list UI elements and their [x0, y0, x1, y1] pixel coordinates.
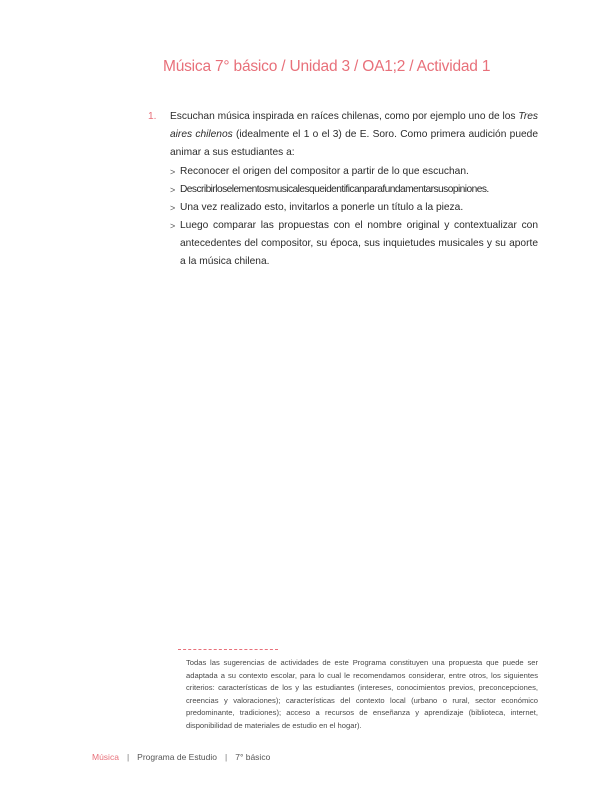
footnote-divider [178, 649, 278, 650]
bullet-item [170, 217, 538, 271]
activity-item [148, 108, 538, 271]
bullet-text: Luego comparar las propuestas con el nombre original y contextualizar con antecedentes del compositor, su época, sus inquietudes musicales y su aporte a la música chilena. [180, 220, 538, 267]
footer-grade: 7° básico [235, 752, 271, 762]
page-title: Música 7° básico / Unidad 3 / OA1;2 / Actividad 1 [163, 58, 491, 75]
intro-text-end: (idealmente el 1 o el 3) de E. Soro. Como primera audición puede animar a sus estudiantes a: [170, 129, 538, 158]
footer-subject: Música [92, 752, 119, 762]
bullet-item [170, 163, 538, 181]
bullet-item [170, 199, 538, 217]
chevron-right-icon: > [170, 203, 176, 213]
footer-separator: | [126, 752, 130, 762]
intro-text-start: Escuchan música inspirada en raíces chilenas, como por ejemplo uno de los [170, 111, 519, 122]
bullet-text: Describirloselementosmusicalesqueidentificanparafundamentarsusopiniones. [180, 184, 489, 195]
footer-program: Programa de Estudio [137, 752, 218, 762]
item-number: 1. [148, 111, 157, 122]
bullet-text: Reconocer el origen del compositor a partir de lo que escuchan. [180, 166, 469, 177]
chevron-right-icon: > [170, 185, 176, 195]
page-footer [92, 752, 270, 762]
footnote: Todas las sugerencias de actividades de este Programa constituyen una propuesta que puede ser adaptada a su contexto escolar, para lo cual le recomendamos considerar, entre otros, los siguientes criterios: características de los y las estudiantes (intereses, conocimientos previos, preconcepciones, creencias y valoraciones); características del contexto local (urbano o rural, sector económico predominante, tradiciones); acceso a recursos de enseñanza y aprendizaje (biblioteca, internet, disponibilidad de materiales de estudio en el hogar). [186, 658, 538, 730]
activity-section [148, 108, 538, 271]
footer-separator: | [225, 752, 228, 762]
chevron-right-icon: > [170, 221, 176, 231]
bullet-item [170, 181, 538, 199]
bullet-text: Una vez realizado esto, invitarlos a ponerle un título a la pieza. [180, 202, 464, 213]
activity-intro [170, 108, 538, 162]
work-title: Tres aires chilenos [170, 111, 538, 140]
activity-bullets [170, 163, 538, 271]
chevron-right-icon: > [170, 167, 176, 177]
